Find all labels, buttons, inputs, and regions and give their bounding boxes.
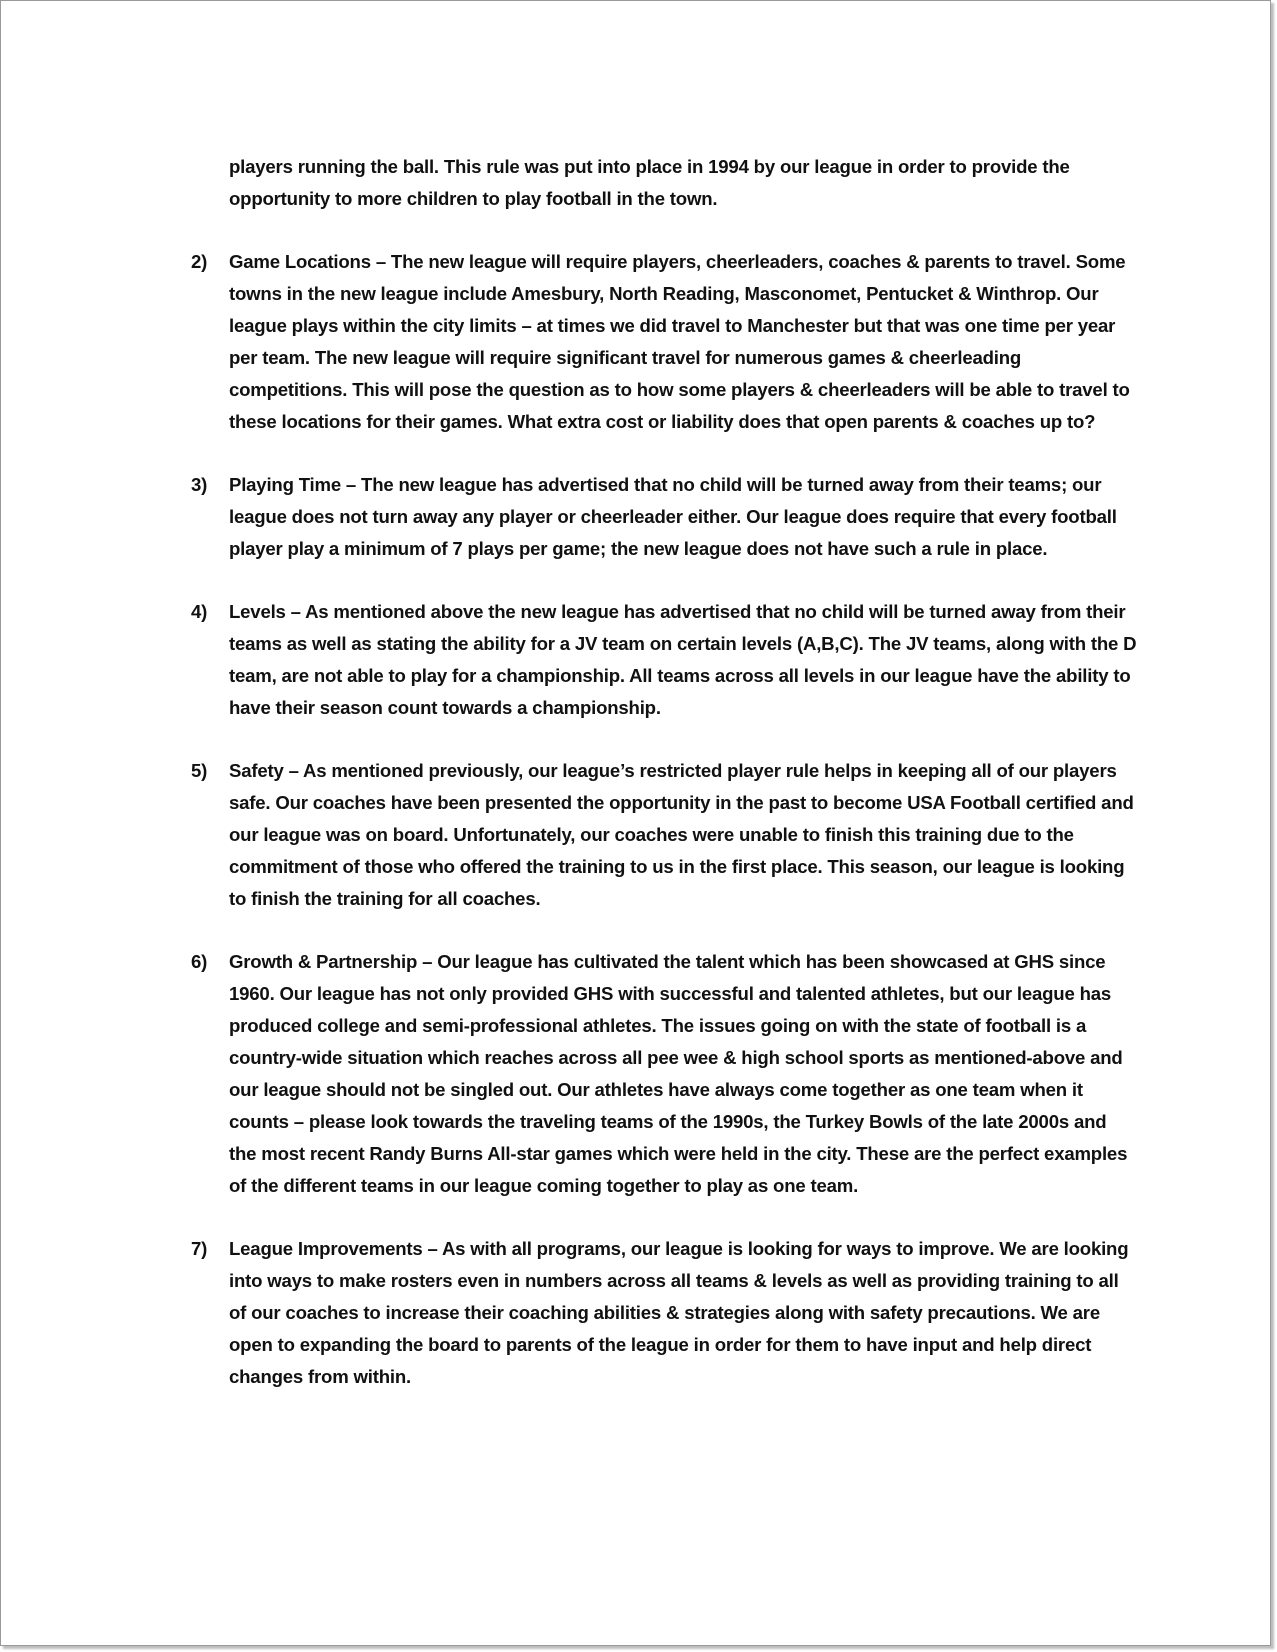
document-body bbox=[177, 151, 1137, 1393]
list-item-levels bbox=[177, 596, 1137, 724]
list-item-text: League Improvements – As with all programs, our league is looking for ways to improve. We are looking into ways to make rosters even in numbers across all teams & levels as well as providing training to all of our coaches to increase their coaching abilities & strategies along with safety precautions. We are open to expanding the board to parents of the league in order for them to have input and help direct changes from within. bbox=[229, 1238, 1129, 1387]
intro-paragraph bbox=[177, 151, 1137, 215]
list-number: 3) bbox=[191, 474, 208, 495]
list-item-safety bbox=[177, 755, 1137, 915]
list-item-text: Levels – As mentioned above the new league has advertised that no child will be turned away from their teams as well as stating the ability for a JV team on certain levels (A,B,C). The JV teams, along with the D team, are not able to play for a championship. All teams across all levels in our league have the ability to have their season count towards a championship. bbox=[229, 601, 1137, 718]
list-item-text: Safety – As mentioned previously, our league’s restricted player rule helps in keeping all of our players safe. Our coaches have been presented the opportunity in the past to become USA Football certified and our league was on board. Unfortunately, our coaches were unable to finish this training due to the commitment of those who offered the training to us in the first place. This season, our league is looking to finish the training for all coaches. bbox=[229, 760, 1134, 909]
list-number: 7) bbox=[191, 1238, 208, 1259]
list-item-league-improvements bbox=[177, 1233, 1137, 1393]
list-item-text: Playing Time – The new league has advertised that no child will be turned away from their teams; our league does not turn away any player or cheerleader either. Our league does require that every football player play a minimum of 7 plays per game; the new league does not have such a rule in place. bbox=[229, 474, 1117, 559]
list-number: 6) bbox=[191, 951, 208, 972]
list-number: 4) bbox=[191, 601, 208, 622]
list-item-game-locations bbox=[177, 246, 1137, 438]
list-item-growth-partnership bbox=[177, 946, 1137, 1202]
list-number: 5) bbox=[191, 760, 208, 781]
list-item-text: Growth & Partnership – Our league has cultivated the talent which has been showcased at GHS since 1960. Our league has not only provided GHS with successful and talented athletes, but our league has produced college and semi-professional athletes. The issues going on with the state of football is a country-wide situation which reaches across all pee wee & high school sports as mentioned-above and our league should not be singled out. Our athletes have always come together as one team when it counts – please look towards the traveling teams of the 1990s, the Turkey Bowls of the late 2000s and the most recent Randy Burns All-star games which were held in the city. These are the perfect examples of the different teams in our league coming together to play as one team. bbox=[229, 951, 1128, 1196]
list-item-playing-time bbox=[177, 469, 1137, 565]
intro-text: players running the ball. This rule was put into place in 1994 by our league in order to provide the opportunity to more children to play football in the town. bbox=[229, 156, 1070, 209]
list-item-text: Game Locations – The new league will require players, cheerleaders, coaches & parents to travel. Some towns in the new league include Amesbury, North Reading, Masconomet, Pentucket & Winthrop. Our league plays within the city limits – at times we did travel to Manchester but that was one time per year per team. The new league will require significant travel for numerous games & cheerleading competitions. This will pose the question as to how some players & cheerleaders will be able to travel to these locations for their games. What extra cost or liability does that open parents & coaches up to? bbox=[229, 251, 1130, 432]
list-number: 2) bbox=[191, 251, 208, 272]
